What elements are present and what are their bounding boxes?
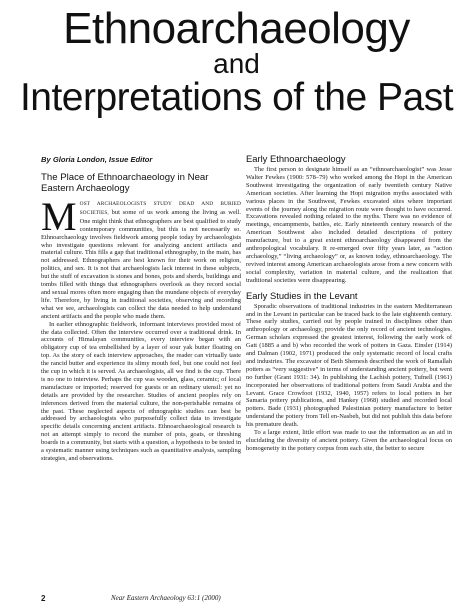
article-title: [0, 6, 473, 120]
paragraph-fewkes: The first person to designate himself as an “ethnoarchaeologist” was Jesse Walter Fewkes (1900: 578–79) who worked among the Hopi in the American Southwest investigating the organization of early twentieth century Native American societies. After learning the Hopi migration myths associated with various places in the Southwest, Fewkes excavated sites where important events of the journey along the migration route were thought to have occurred. Excavations revealed nothing related to the myths. There was no evidence of meetings, encampments, battles, etc. Early nineteenth century research of the American Southwest also included detailed descriptions of pottery manufacture, but to a great extent ethnoarchaeology disappeared from the anthropological vocabulary. It re-emerged over fifty years later, as “action archaeology,” “living archaeology” or, as known today, ethnoarchaeology. The revived interest among American archaeologists arose from a new concern with social complexity, variation in material culture, and the realization that traditional societies were disappearing.: [246, 166, 452, 284]
page-footer: [41, 594, 452, 604]
lead-in-caps: OST ARCHAEOLOGISTS STUDY DEAD AND BURIED SOCIETIES,: [79, 201, 241, 216]
title-line-3: Interpretations of the Past: [19, 76, 454, 119]
drop-cap: M: [41, 194, 77, 239]
paragraph-levant: Sporadic observations of traditional industries in the eastern Mediterranean and in the Levant in particular can be traced back to the late eighteenth century. These early studies, carried out by people trained in disciplines other than anthropology or archaeology, provide the only record of ancient technologies. German scholars expressed the greatest interest, following the early work of Gatt (1885 a and b) who recorded the work of potters in Gaza. Einsler (1914) and Dalman (1902, 1971) produced the only systematic record of local crafts and industries. The excavator of Beth Shemesh described the work of Ramallah potters as “very suggestive” in terms of understanding ancient pottery, but went no further (Grant 1931: 34). In publishing the Lachish pottery, Tufnell (1961) incorporated her observations of traditional potters from Saudi Arabia and the Levant. Grace Crowfoot (1932, 1940, 1957) refers to local potters in her Samaria pottery publications, and Hankey (1968) studied and recorded local potters. Bade (1931) photographed Palestinian pottery manufacture to better understand the pottery from Tell en-Nasbeh, but did not publish this data before his premature death.: [246, 302, 452, 429]
page-number: 2: [41, 594, 46, 603]
left-column: [41, 155, 241, 463]
right-column: [246, 153, 452, 453]
paragraph-intro: [41, 194, 241, 321]
title-line-2: and: [213, 48, 260, 79]
byline: By Gloria London, Issue Editor: [41, 155, 153, 164]
heading-early-studies-levant: Early Studies in the Levant: [246, 289, 358, 301]
title-line-1: Ethnoarchaeology: [63, 4, 410, 53]
paragraph-intro-text: but some of us work among the living as well. One might think that ethnographers are best qualified to study contemporary communities, but this is not necessarily so. Ethnoarchaeology involves fieldwork among people today by archaeologists who investigate questions relevant for analyzing ancient artifacts and material culture. This fills a gap that traditional ethnography, in the main, has not addressed. Ethnographers are best known for their work on religion, politics, and sex. It is not that archaeologists lack interest in these subjects, but the stuff of excavation is stones and bones, pots and sherds, buildings and tombs filled with things that ethnographers overlook as they record social and sexual mores often more engaging than the mundane objects of everyday life. Therefore, by living in traditional societies, observing and recording what we see, archaeologists can collect the data needed to help understand ancient artifacts and the people who made them.: [41, 208, 241, 320]
section-subtitle: The Place of Ethnoarchaeology in Near Eastern Archaeology: [41, 172, 209, 194]
journal-citation: Near Eastern Archaeology 63:1 (2000): [111, 594, 221, 602]
paragraph-fieldwork: In earlier ethnographic fieldwork, informant interviews provided most of the data collected. Often the interview occurred over a traditional drink. In accounts of Himalayan communities, every interview began with an obligatory cup of tea embellished by a layer of sour yak butter floating on top. As the story of each interview approaches, the reader can virtually taste the rancid butter and experience its slimy mouth feel, but one could not feel the cup in which it is served. As archaeologists, all we find is the cup. There is no one to interview. Perhaps the cup was wooden, glass, ceramic; of local manufacture or imported; reserved for guests or an ordinary utensil: yet no details are provided by the researcher. Studies of ancient peoples rely on inferences derived from the material culture, the non-perishable remains of the past. These neglected aspects of ethnographic studies can best be addressed by archaeologists who purposefully collect data to investigate specific details concerning ancient artifacts. Ethnoarchaeological research is not an attempt simply to record the number of pots, goats, or threshing boards in a community, but starts with a question, a hypothesis to be tested in a systematic manner using techniques such as quantitative analysis, sampling strategies, and observations.: [41, 320, 241, 462]
paragraph-pottery-diversity: To a large extent, little effort was made to use the information as an aid in elucidating the diversity of ancient pottery. Given the archaeological focus on homogeneity in the pottery corpus from each site, the better to secure: [246, 429, 452, 452]
heading-early-ethnoarchaeology: Early Ethnoarchaeology: [246, 153, 346, 164]
